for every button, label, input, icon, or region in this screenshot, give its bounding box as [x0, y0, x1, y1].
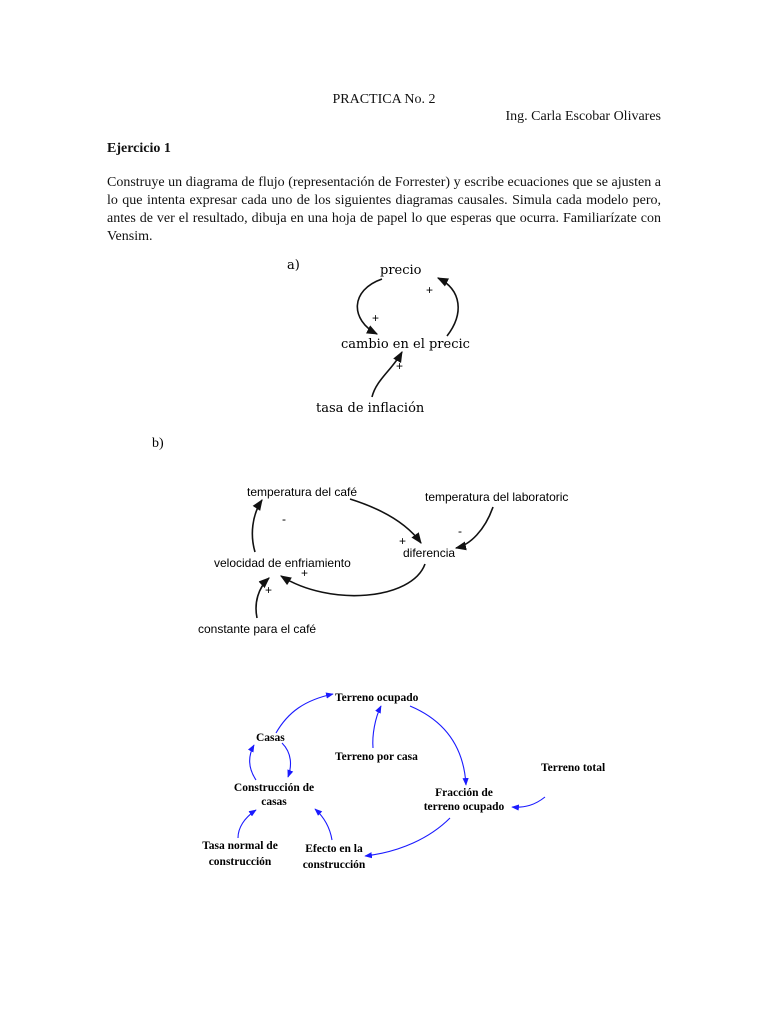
arrow-terreno-ocupado-to-fraccion	[410, 706, 466, 785]
node-casas: Casas	[256, 732, 285, 744]
node-precio: precio	[380, 263, 422, 278]
node-terreno-ocupado: Terreno ocupado	[335, 692, 419, 704]
sign-constante-velocidad: +	[265, 583, 273, 597]
sign-diferencia-velocidad: +	[301, 566, 309, 580]
diagram-a-label: a)	[287, 258, 300, 273]
diagram-b	[152, 436, 568, 636]
arrow-fraccion-to-efecto	[365, 818, 450, 856]
arrow-casas-to-construccion	[282, 743, 290, 777]
arrow-temperatura-to-diferencia	[350, 499, 421, 543]
node-velocidad-enfriamiento: velocidad de enfriamiento	[214, 556, 351, 570]
arrow-precio-to-cambio	[357, 279, 382, 334]
node-tasa-normal-line2: construcción	[208, 856, 272, 868]
node-terreno-total: Terreno total	[541, 762, 606, 774]
node-fraccion-line1: Fracción de	[435, 787, 493, 799]
node-cambio-precio: cambio en el precic	[341, 337, 470, 352]
arrow-efecto-to-construccion	[315, 809, 332, 840]
arrow-tasa-to-construccion	[238, 810, 256, 838]
sign-laboratorio-diferencia: -	[458, 524, 462, 538]
arrow-velocidad-to-temperatura	[252, 500, 262, 552]
diagram-b-label: b)	[152, 436, 164, 451]
page-title: PRACTICA No. 2	[332, 92, 436, 107]
arrow-casas-to-terreno-ocupado	[276, 694, 333, 733]
exercise-instructions: Construye un diagrama de flujo (representación de Forrester) y escribe ecuaciones que se ajusten a lo que intenta expresar cada uno de los siguientes diagramas causales. Simula cada modelo pero, antes de ver el resultado, dibuja en una hoja de papel lo que esperas que ocurra. Familiarízate con Vensim.	[107, 175, 661, 244]
node-temperatura-cafe: temperatura del café	[247, 485, 358, 499]
node-construccion-line1: Construcción de	[233, 782, 315, 794]
diagram-c	[202, 692, 605, 871]
exercise-heading: Ejercicio 1	[107, 141, 171, 156]
sign-precio-cambio: +	[372, 311, 380, 325]
node-efecto-line1: Efecto en la	[305, 843, 363, 855]
sign-tasa-cambio: +	[396, 359, 404, 373]
node-tasa-inflacion: tasa de inflación	[316, 401, 425, 416]
arrow-terreno-por-casa-to-ocupado	[373, 706, 381, 748]
node-efecto-line2: construcción	[302, 859, 366, 871]
node-constante-cafe: constante para el café	[198, 622, 317, 636]
node-temperatura-laboratorio: temperatura del laboratoric	[425, 490, 569, 504]
node-terreno-por-casa: Terreno por casa	[335, 751, 418, 763]
sign-cambio-precio: +	[426, 283, 434, 297]
node-fraccion-line2: terreno ocupado	[423, 801, 505, 813]
node-diferencia: diferencia	[403, 546, 456, 560]
sign-temperatura-diferencia: +	[399, 534, 407, 548]
diagram-a	[287, 258, 470, 416]
node-construccion-line2: casas	[261, 796, 287, 808]
sign-velocidad-temperatura: -	[282, 512, 286, 526]
arrow-construccion-to-casas	[250, 745, 256, 780]
arrow-cambio-to-precio	[438, 278, 458, 336]
node-tasa-normal-line1: Tasa normal de	[202, 840, 278, 852]
arrow-terreno-total-to-fraccion	[512, 797, 545, 807]
author-name: Ing. Carla Escobar Olivares	[505, 109, 661, 124]
